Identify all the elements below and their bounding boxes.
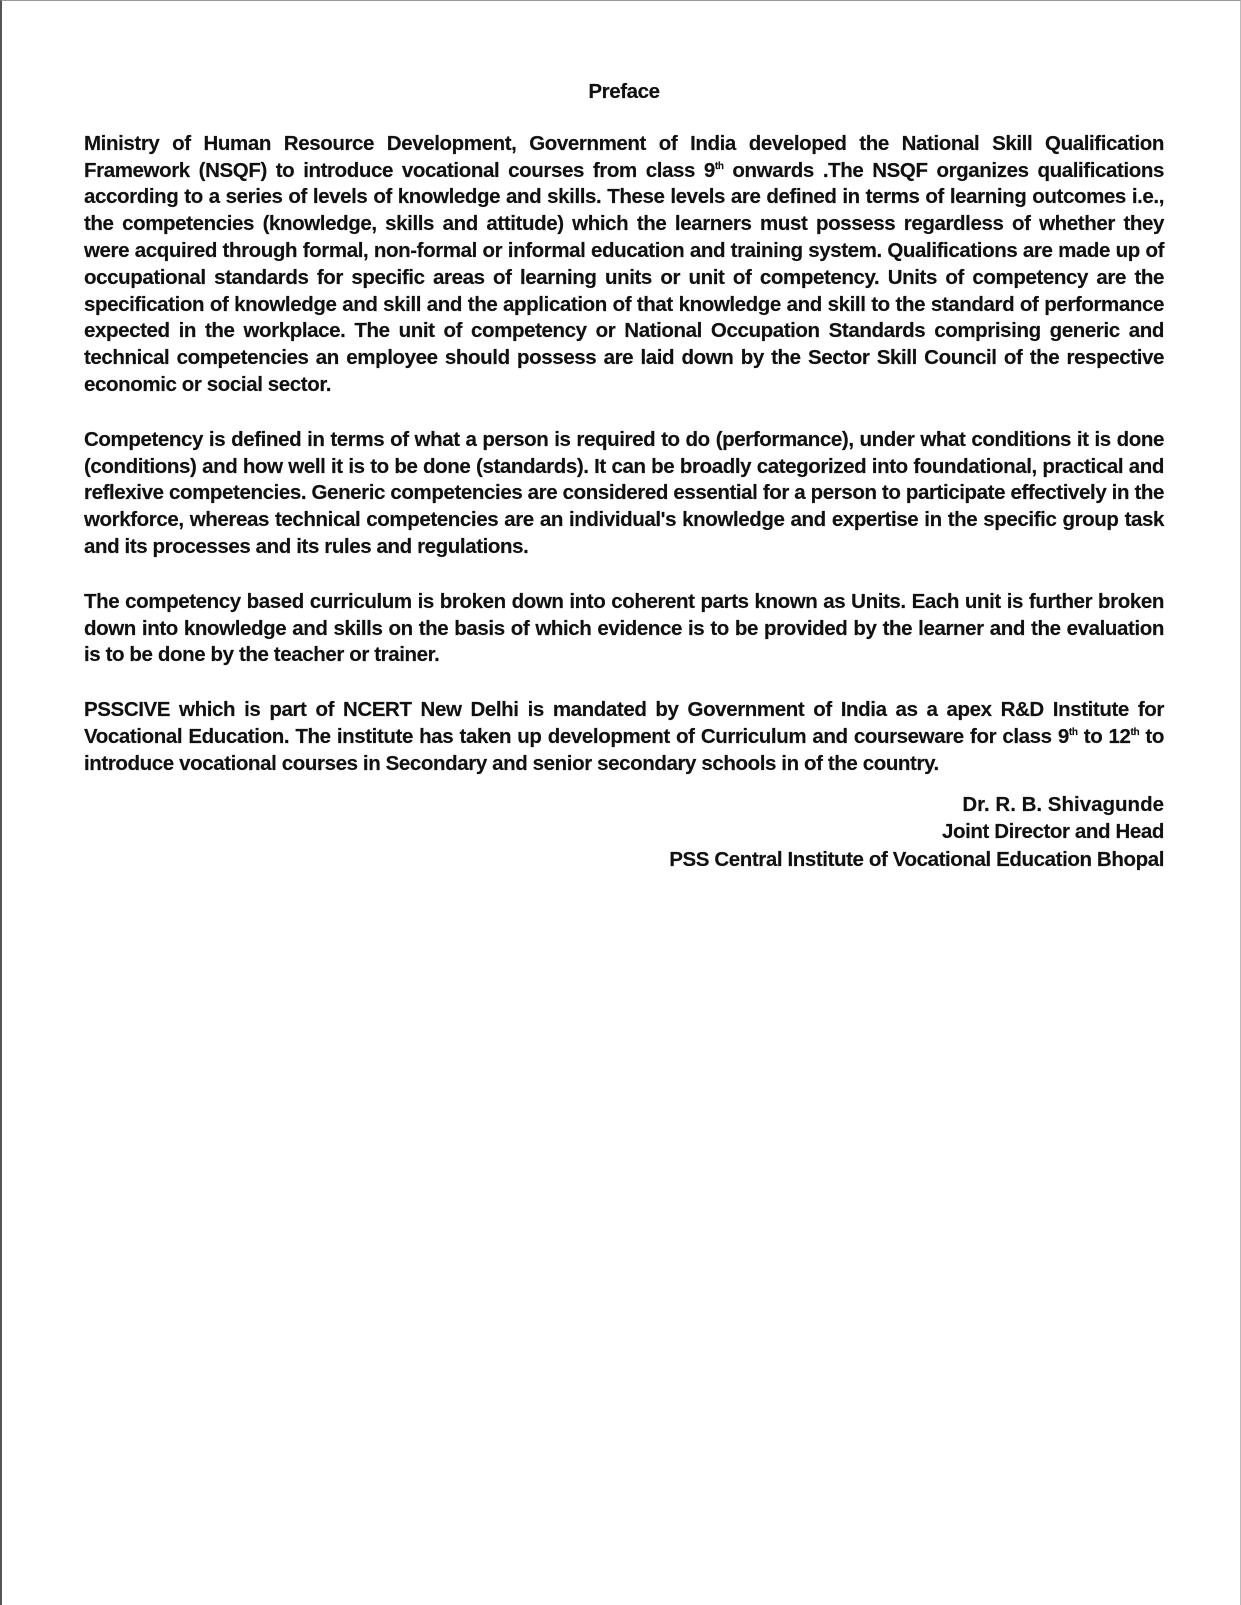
paragraph-competency: Competency is defined in terms of what a person is required to do (performance), under what conditions it is done (conditions) and how well it is to be done (standards). It can be broadly categorized into foundational, practical and reflexive competencies. Generic competencies are considered essential for a person to participate effectively in the workforce, whereas technical competencies are an individual's knowledge and expertise in the specific group task and its processes and its rules and regulations. xyxy=(84,427,1164,558)
signatory-institute: PSS Central Institute of Vocational Education Bhopal xyxy=(669,847,1164,871)
paragraph-text: onwards .The NSQF organizes qualifications according to a series of levels of knowledge and skills. These levels are defined in terms of learning outcomes i.e., the competencies (knowledge, skills and attitude) which the learners must possess regardless of whether they were acquired through formal, non-formal or informal education and training system. Qualifications are made up of occupational standards for specific areas of learning units or unit of competency. Units of competency are the specification of knowledge and skill and the application of that knowledge and skill to the standard of performance expected in the workplace. The unit of competency or National Occupation Standards comprising generic and technical competencies an employee should possess are laid down by the Sector Skill Council of the respective economic or social sector. xyxy=(84,158,1164,396)
superscript: th xyxy=(1068,727,1078,739)
paragraph-nsqf xyxy=(84,131,1164,399)
paragraph-text: to 12 xyxy=(1077,724,1131,748)
paragraph-curriculum: The competency based curriculum is broken down into coherent parts known as Units. Each unit is further broken down into knowledge and skills on the basis of which evidence is to be provided by the learner and the evaluation is to be done by the teacher or trainer. xyxy=(84,589,1164,667)
paragraph-text: to introduce vocational courses in Secondary and senior secondary schools in of the country. xyxy=(84,724,1164,775)
paragraph-psscive xyxy=(84,697,1164,777)
page-title: Preface xyxy=(588,80,660,103)
signatory-name: Dr. R. B. Shivagunde xyxy=(962,792,1164,816)
signatory-designation: Joint Director and Head xyxy=(941,820,1164,844)
paragraph-text: PSSCIVE which is part of NCERT New Delhi is mandated by Government of India as a apex R&D Institute for Vocational Education. The institute has taken up development of Curriculum and courseware for class 9 xyxy=(84,698,1164,748)
page-content xyxy=(84,79,1164,873)
signature-block xyxy=(84,791,1164,874)
superscript: th xyxy=(1130,727,1140,739)
superscript: th xyxy=(714,160,724,172)
paragraph-text: Ministry of Human Resource Development, Government of India developed the National Skill Qualification Framework (NSQF) to introduce vocational courses from class 9 xyxy=(84,131,1164,182)
